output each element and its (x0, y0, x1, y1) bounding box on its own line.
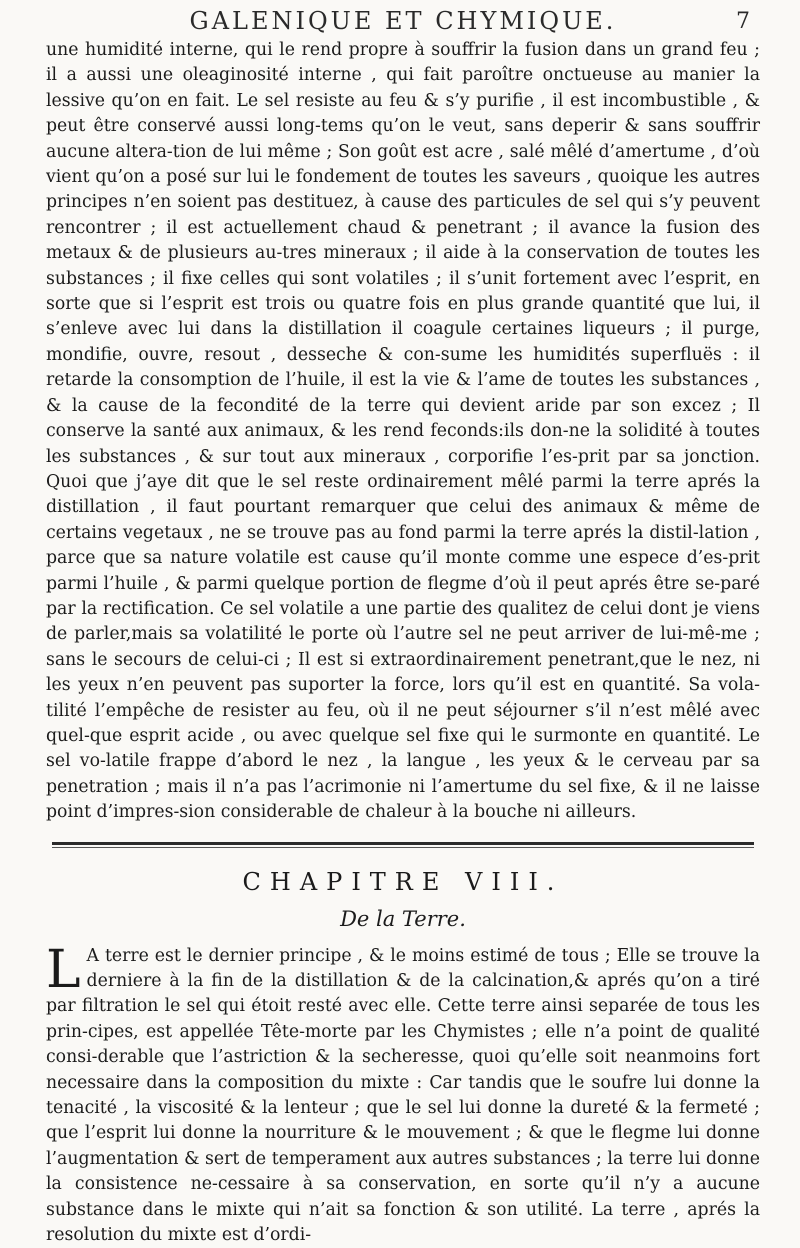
divider-thin-rule (52, 847, 754, 848)
body-paragraph: une humidité interne, qui le rend propre à souffrir la fusion dans un grand feu ; il a aussi une oleaginosité interne , qui fait paroître onctueuse au manier la lessive qu’on en fait. Le sel resiste au feu & s’y purifie , il est incombustible , & peut être conservé aussi long-tems qu’on le veut, sans deperir & sans souffrir aucune altera-tion de lui même ; Son goût est acre , salé mêlé d’amertume , d’où vient qu’on a posé sur lui le fondement de toutes les saveurs , quoique les autres principes n’en soient pas destituez, à cause des particules de sel qui s’y peuvent rencontrer ; il est actuellement chaud & penetrant ; il avance la fusion des metaux & de plusieurs au-tres mineraux ; il aide à la conservation de toutes les substances ; il fixe celles qui sont volatiles ; il s’unit fortement avec l’esprit, en sorte que si l’esprit est trois ou quatre fois en plus grande quantité que lui, il s’enleve avec lui dans la distillation il coagule certaines liqueurs ; il purge, mondifie, ouvre, resout , desseche & con-sume les humidités superfluës : il retarde la consomption de l’huile, il est la vie & l’ame de toutes les substances , & la cause de la fecondité de la terre qui devient aride par son excez ; Il conserve la santé aux animaux, & les rend feconds:ils don-ne la solidité à toutes les substances , & sur tout aux mineraux , corporifie l’es-prit par sa jonction. Quoi que j’aye dit que le sel reste ordinairement mêlé parmi la terre aprés la distillation , il faut pourtant remarquer que celui des animaux & même de certains vegetaux , ne se trouve pas au fond parmi la terre aprés la distil-lation , parce que sa nature volatile est cause qu’il monte comme une espece d’es-prit parmi l’huile , & parmi quelque portion de flegme d’où il peut aprés être se-paré par la rectification. Ce sel volatile a une partie des qualitez de celui dont je viens de parler,mais sa volatilité le porte où l’autre sel ne peut arriver de lui-mê-me ; sans le secours de celui-ci ; Il est si extraordinairement penetrant,que le nez, ni les yeux n’en peuvent pas suporter la force, lors qu’il est en quantité. Sa vola-tilité l’empêche de resister au feu, où il ne peut séjourner s’il n’est mêlé avec quel-que esprit acide , ou avec quelque sel fixe qui le surmonte en quantité. Le sel vo-latile frappe d’abord le nez , la langue , les yeux & le cerveau par sa penetration ; mais il n’a pas l’acrimonie ni l’amertume du sel fixe, & il ne laisse point d’impres-sion considerable de chaleur à la bouche ni ailleurs. (46, 40, 760, 823)
drop-cap: L (46, 939, 81, 1000)
chapter-heading: CHAPITRE VIII. (242, 867, 564, 896)
page-number: 7 (736, 9, 750, 34)
chapter-paragraph-text: A terre est le dernier principe , & le moins estimé de tous ; Elle se trouve la derniere à la fin de la distillation & de la calcination,& aprés qu’on a tiré par filtration le sel qui étoit resté avec elle. Cette terre ainsi separée de tous les prin-cipes, est appellée Tête-morte par les Chymistes ; elle n’a point de qualité consi-derable que l’astriction & la secheresse, quoi qu’elle soit neanmoins fort necessaire dans la composition du mixte : Car tandis que le soufre lui donne la tenacité , la viscosité & la lenteur ; que le sel lui donne la dureté & la fermeté ; que l’esprit lui donne la nourriture & le mouvement ; & que le flegme lui donne l’augmentation & sert de temperament aux autres substances ; la terre lui donne la consistence ne-cessaire à sa conservation, en sorte qu’il n’y a aucune substance dans le mixte qui n’ait sa fonction & son utilité. La terre , aprés la resolution du mixte est d’ordi- (46, 945, 760, 1246)
chapter-divider (46, 842, 760, 848)
running-title: GALENIQUE ET CHYMIQUE. (189, 7, 617, 35)
chapter-paragraph (46, 939, 760, 1248)
divider-thick-rule (52, 842, 754, 845)
running-header (46, 6, 760, 36)
chapter-subtitle: De la Terre. (340, 906, 466, 931)
